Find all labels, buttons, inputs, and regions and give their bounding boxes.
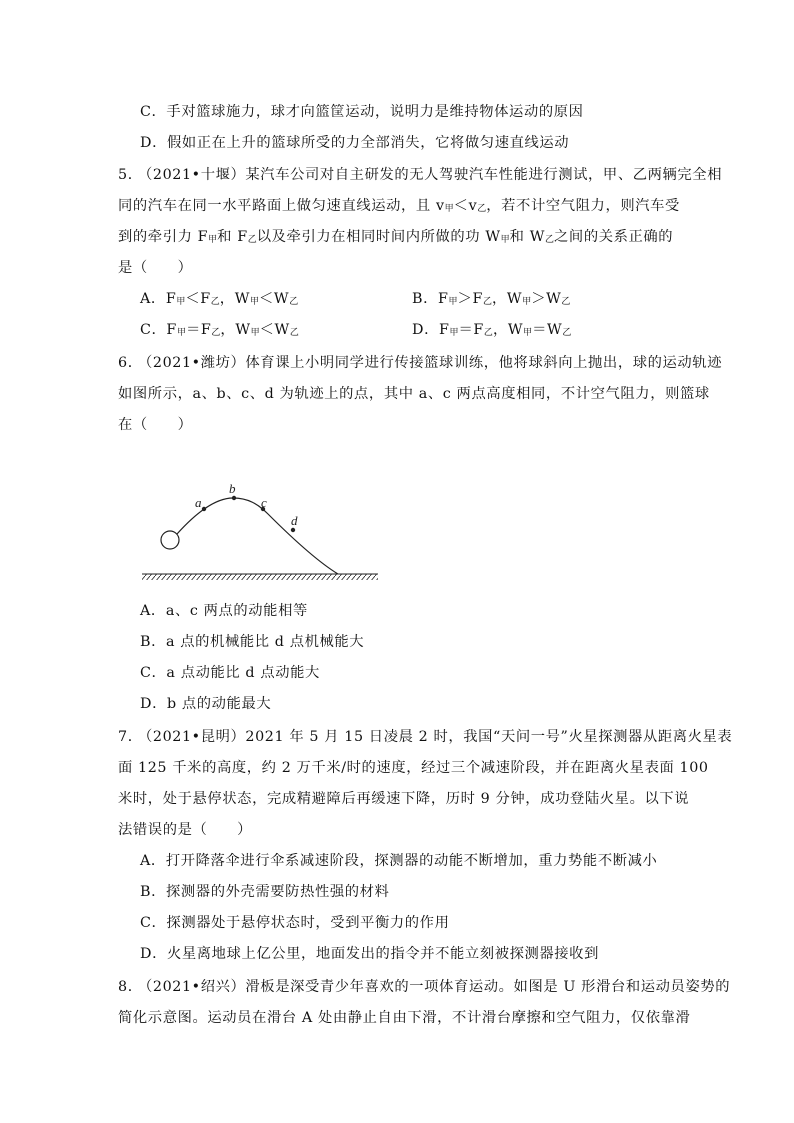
basketball [161, 531, 179, 549]
point-a [202, 507, 206, 511]
q5-line-2: 同的汽车在同一水平路面上做匀速直线运动，且 $v_甲<v_乙$，若不计空气阻力，则汽车受 [118, 198, 680, 214]
q5-option-c: C．$F_甲=F_乙$，$W_甲<W_乙$ [140, 322, 299, 338]
ground-hatching [142, 574, 378, 580]
q6-line-3: 在（ ） [118, 417, 193, 433]
q6-option-b: B．a 点的机械能比 d 点机械能大 [140, 634, 365, 650]
q8-line-2: 简化示意图。运动员在滑台 A 处由静止自由下滑，不计滑台摩擦和空气阻力，仅依靠滑 [118, 1010, 691, 1026]
q8-number: 8． [118, 979, 143, 995]
q8-line-1: （2021•绍兴）滑板是深受青少年喜欢的一项体育运动。如图是 U 形滑台和运动员姿势的 [138, 979, 731, 995]
q5-options-row-2 [0, 320, 794, 340]
q7-option-b: B．探测器的外壳需要防热性强的材料 [140, 884, 390, 900]
q6-option-a: A．a、c 两点的动能相等 [140, 603, 308, 619]
q6-line-1: （2021•潍坊）体育课上小明同学进行传接篮球训练，他将球斜向上抛出，球的运动轨迹 [138, 355, 723, 371]
q5-number: 5． [118, 167, 143, 183]
q5-line-1: （2021•十堰）某汽车公司对自主研发的无人驾驶汽车性能进行测试，甲、乙两辆完全相 [138, 167, 723, 183]
q7-option-c: C．探测器处于悬停状态时，受到平衡力的作用 [140, 915, 450, 931]
q6-option-d: D．b 点的动能最大 [140, 696, 272, 712]
q5-line-4: 是（ ） [118, 260, 193, 276]
q5-option-a: A．$F_甲<F_乙$，$W_甲<W_乙$ [140, 291, 299, 307]
q7-option-a: A．打开降落伞进行伞系减速阶段，探测器的动能不断增加，重力势能不断减小 [140, 853, 658, 869]
q5-line-3: 到的牵引力 $F_甲$和 $F_乙$以及牵引力在相同时间内所做的功 $W_甲$和 $W_乙$之间的关系正确的 [118, 229, 674, 245]
q7-option-d: D．火星离地球上亿公里，地面发出的指令并不能立刻被探测器接收到 [140, 946, 599, 962]
trajectory-diagram [140, 474, 380, 584]
label-b: b [229, 481, 236, 496]
label-d: d [291, 513, 298, 528]
q6-option-c: C．a 点动能比 d 点动能大 [140, 665, 320, 681]
trajectory-figure [140, 474, 380, 584]
q5-option-b: B．$F_甲>F_乙$，$W_甲>W_乙$ [412, 291, 571, 307]
q6-number: 6． [118, 355, 143, 371]
q5-options-row-1 [0, 289, 794, 309]
q7-line-2: 面 125 千米的高度，约 2 万千米/时的速度，经过三个减速阶段，并在距离火星表面 100 [118, 760, 709, 776]
q6-line-2: 如图所示，a、b、c、d 为轨迹上的点，其中 a、c 两点高度相同，不计空气阻力，则篮球 [118, 386, 710, 402]
point-b [232, 496, 236, 500]
q5-option-d: D．$F_甲=F_乙$，$W_甲=W_乙$ [412, 322, 572, 338]
label-a: a [195, 495, 202, 510]
q4-option-d: D．假如正在上升的篮球所受的力全部消失，它将做匀速直线运动 [140, 135, 570, 151]
point-d [291, 528, 295, 532]
q7-line-1: （2021•昆明）2021 年 5 月 15 日凌晨 2 时，我国“天问一号”火星探测器从距离火星表 [138, 729, 733, 745]
q7-line-3: 米时，处于悬停状态，完成精避障后再缓速下降，历时 9 分钟，成功登陆火星。以下说 [118, 791, 690, 807]
q7-number: 7． [118, 729, 143, 745]
q7-line-4: 法错误的是（ ） [118, 822, 253, 838]
label-c: c [261, 495, 267, 510]
q4-option-c: C．手对篮球施力，球才向篮筐运动，说明力是维持物体运动的原因 [140, 104, 584, 120]
